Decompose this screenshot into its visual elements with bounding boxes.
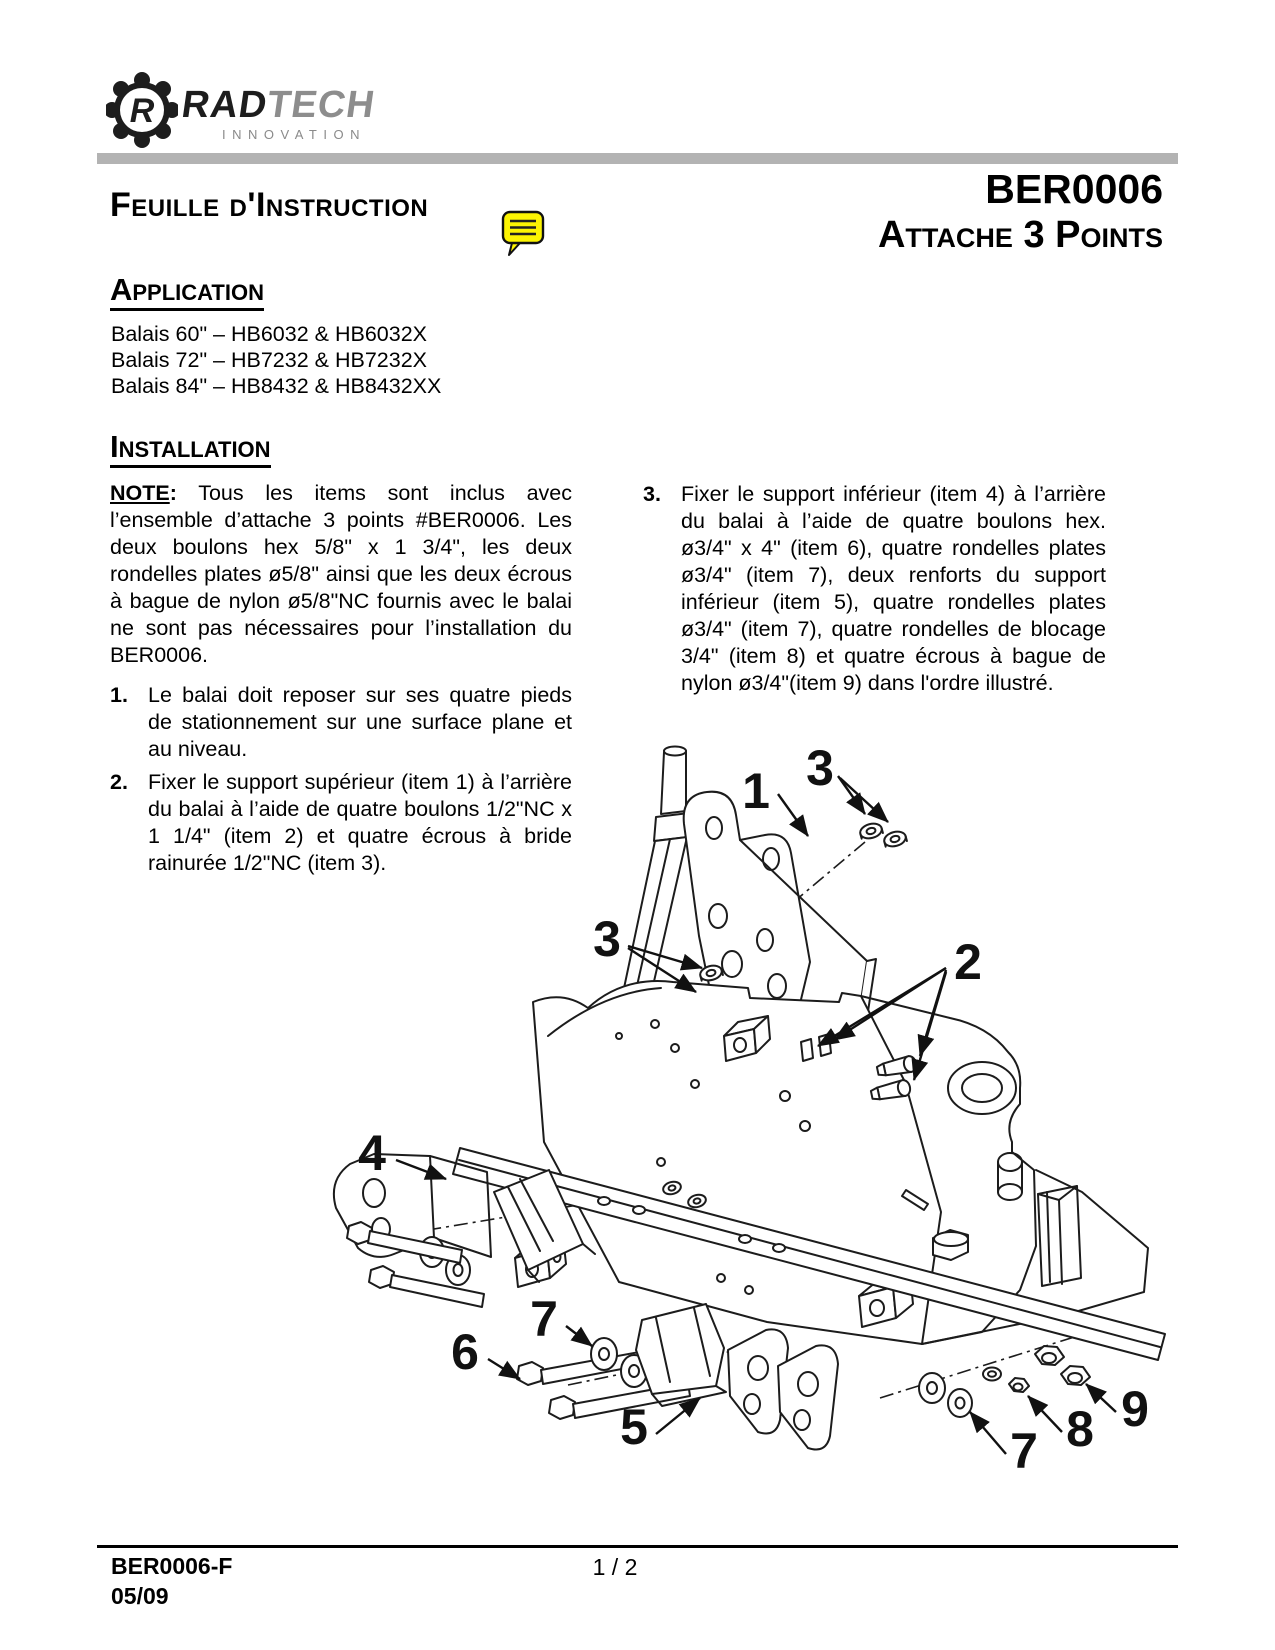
note-colon: :	[169, 481, 177, 505]
footer-date: 05/09	[111, 1583, 169, 1609]
exploded-assembly-diagram	[320, 690, 1170, 1480]
product-title	[878, 166, 1163, 258]
callout-1: 1	[742, 763, 770, 819]
installation-step-3	[643, 481, 1106, 697]
installation-heading: Installation	[110, 431, 271, 468]
application-line: Balais 84" – HB8432 & HB8432XX	[111, 374, 442, 398]
step-number: 2.	[110, 770, 128, 794]
step-text: Fixer le support inférieur (item 4) à l’arrière du balai à l’aide de quatre boulons hex. ø3/4" x 4" (item 6), quatre rondelles plates ø3/4" (item 7), deux renforts du support inférieur (item 5), quatre rondelles plates ø3/4" (item 7), quatre rondelles de blocage 3/4" (item 8) et quatre écrous à bague de nylon ø3/4"(item 9) dans l'ordre illustré.	[681, 482, 1106, 695]
footer-divider	[97, 1545, 1178, 1548]
note-text: Tous les items sont inclus avec l’ensemble d’attache 3 points #BER0006. Les deux boulons hex 5/8" x 1 3/4", les deux rondelles plates ø5/8" ainsi que les deux écrous à bague de nylon ø5/8"NC fournis avec le balai ne sont pas nécessaires pour l’installation du BER0006.	[110, 481, 572, 667]
badge-letter: R	[129, 92, 155, 130]
brand-tagline: INNOVATION	[222, 127, 366, 142]
product-name: Attache 3 Points	[877, 214, 1163, 256]
speech-bubble-icon	[500, 210, 546, 258]
note-label: NOTE	[110, 481, 170, 505]
step-number: 3.	[643, 482, 661, 506]
callout-5: 5	[620, 1399, 648, 1455]
footer-doc-ref: BER0006-F	[111, 1553, 233, 1579]
callout-4: 4	[358, 1125, 386, 1181]
step-text: Fixer le support supérieur (item 1) à l’arrière du balai à l’aide de quatre boulons 1/2"NC x 1 1/4" (item 2) et quatre écrous à bride rainurée 1/2"NC (item 3).	[148, 770, 572, 875]
callout-3-left: 3	[593, 911, 621, 967]
callout-2: 2	[954, 934, 982, 990]
application-line: Balais 60" – HB6032 & HB6032X	[111, 322, 428, 346]
application-list	[111, 321, 441, 399]
step-number: 1.	[110, 683, 128, 707]
installation-note	[110, 480, 572, 669]
callout-8: 8	[1066, 1401, 1094, 1457]
application-heading: Application	[110, 274, 264, 311]
callout-6: 6	[451, 1324, 479, 1380]
lower-link-ear-plates	[728, 1329, 838, 1449]
callout-7-left: 7	[530, 1291, 558, 1347]
radtech-badge-icon	[106, 70, 178, 150]
application-line: Balais 72" – HB7232 & HB7232X	[111, 348, 428, 372]
callout-3-top: 3	[806, 740, 834, 796]
step-text: Le balai doit reposer sur ses quatre pieds de stationnement sur une surface plane et au niveau.	[148, 683, 572, 761]
product-code: BER0006	[985, 166, 1163, 212]
callout-7-right: 7	[1010, 1423, 1038, 1479]
header-divider-bar	[97, 153, 1178, 164]
callout-9: 9	[1121, 1381, 1149, 1437]
footer-page-number: 1 / 2	[592, 1554, 638, 1580]
doc-type-title: Feuille d'Instruction	[110, 186, 429, 224]
hardware-items-7-8-9	[919, 1346, 1090, 1417]
brand-tech: TECH	[264, 84, 378, 126]
brand-wordmark	[179, 84, 378, 127]
brand-rad: RAD	[179, 84, 271, 126]
